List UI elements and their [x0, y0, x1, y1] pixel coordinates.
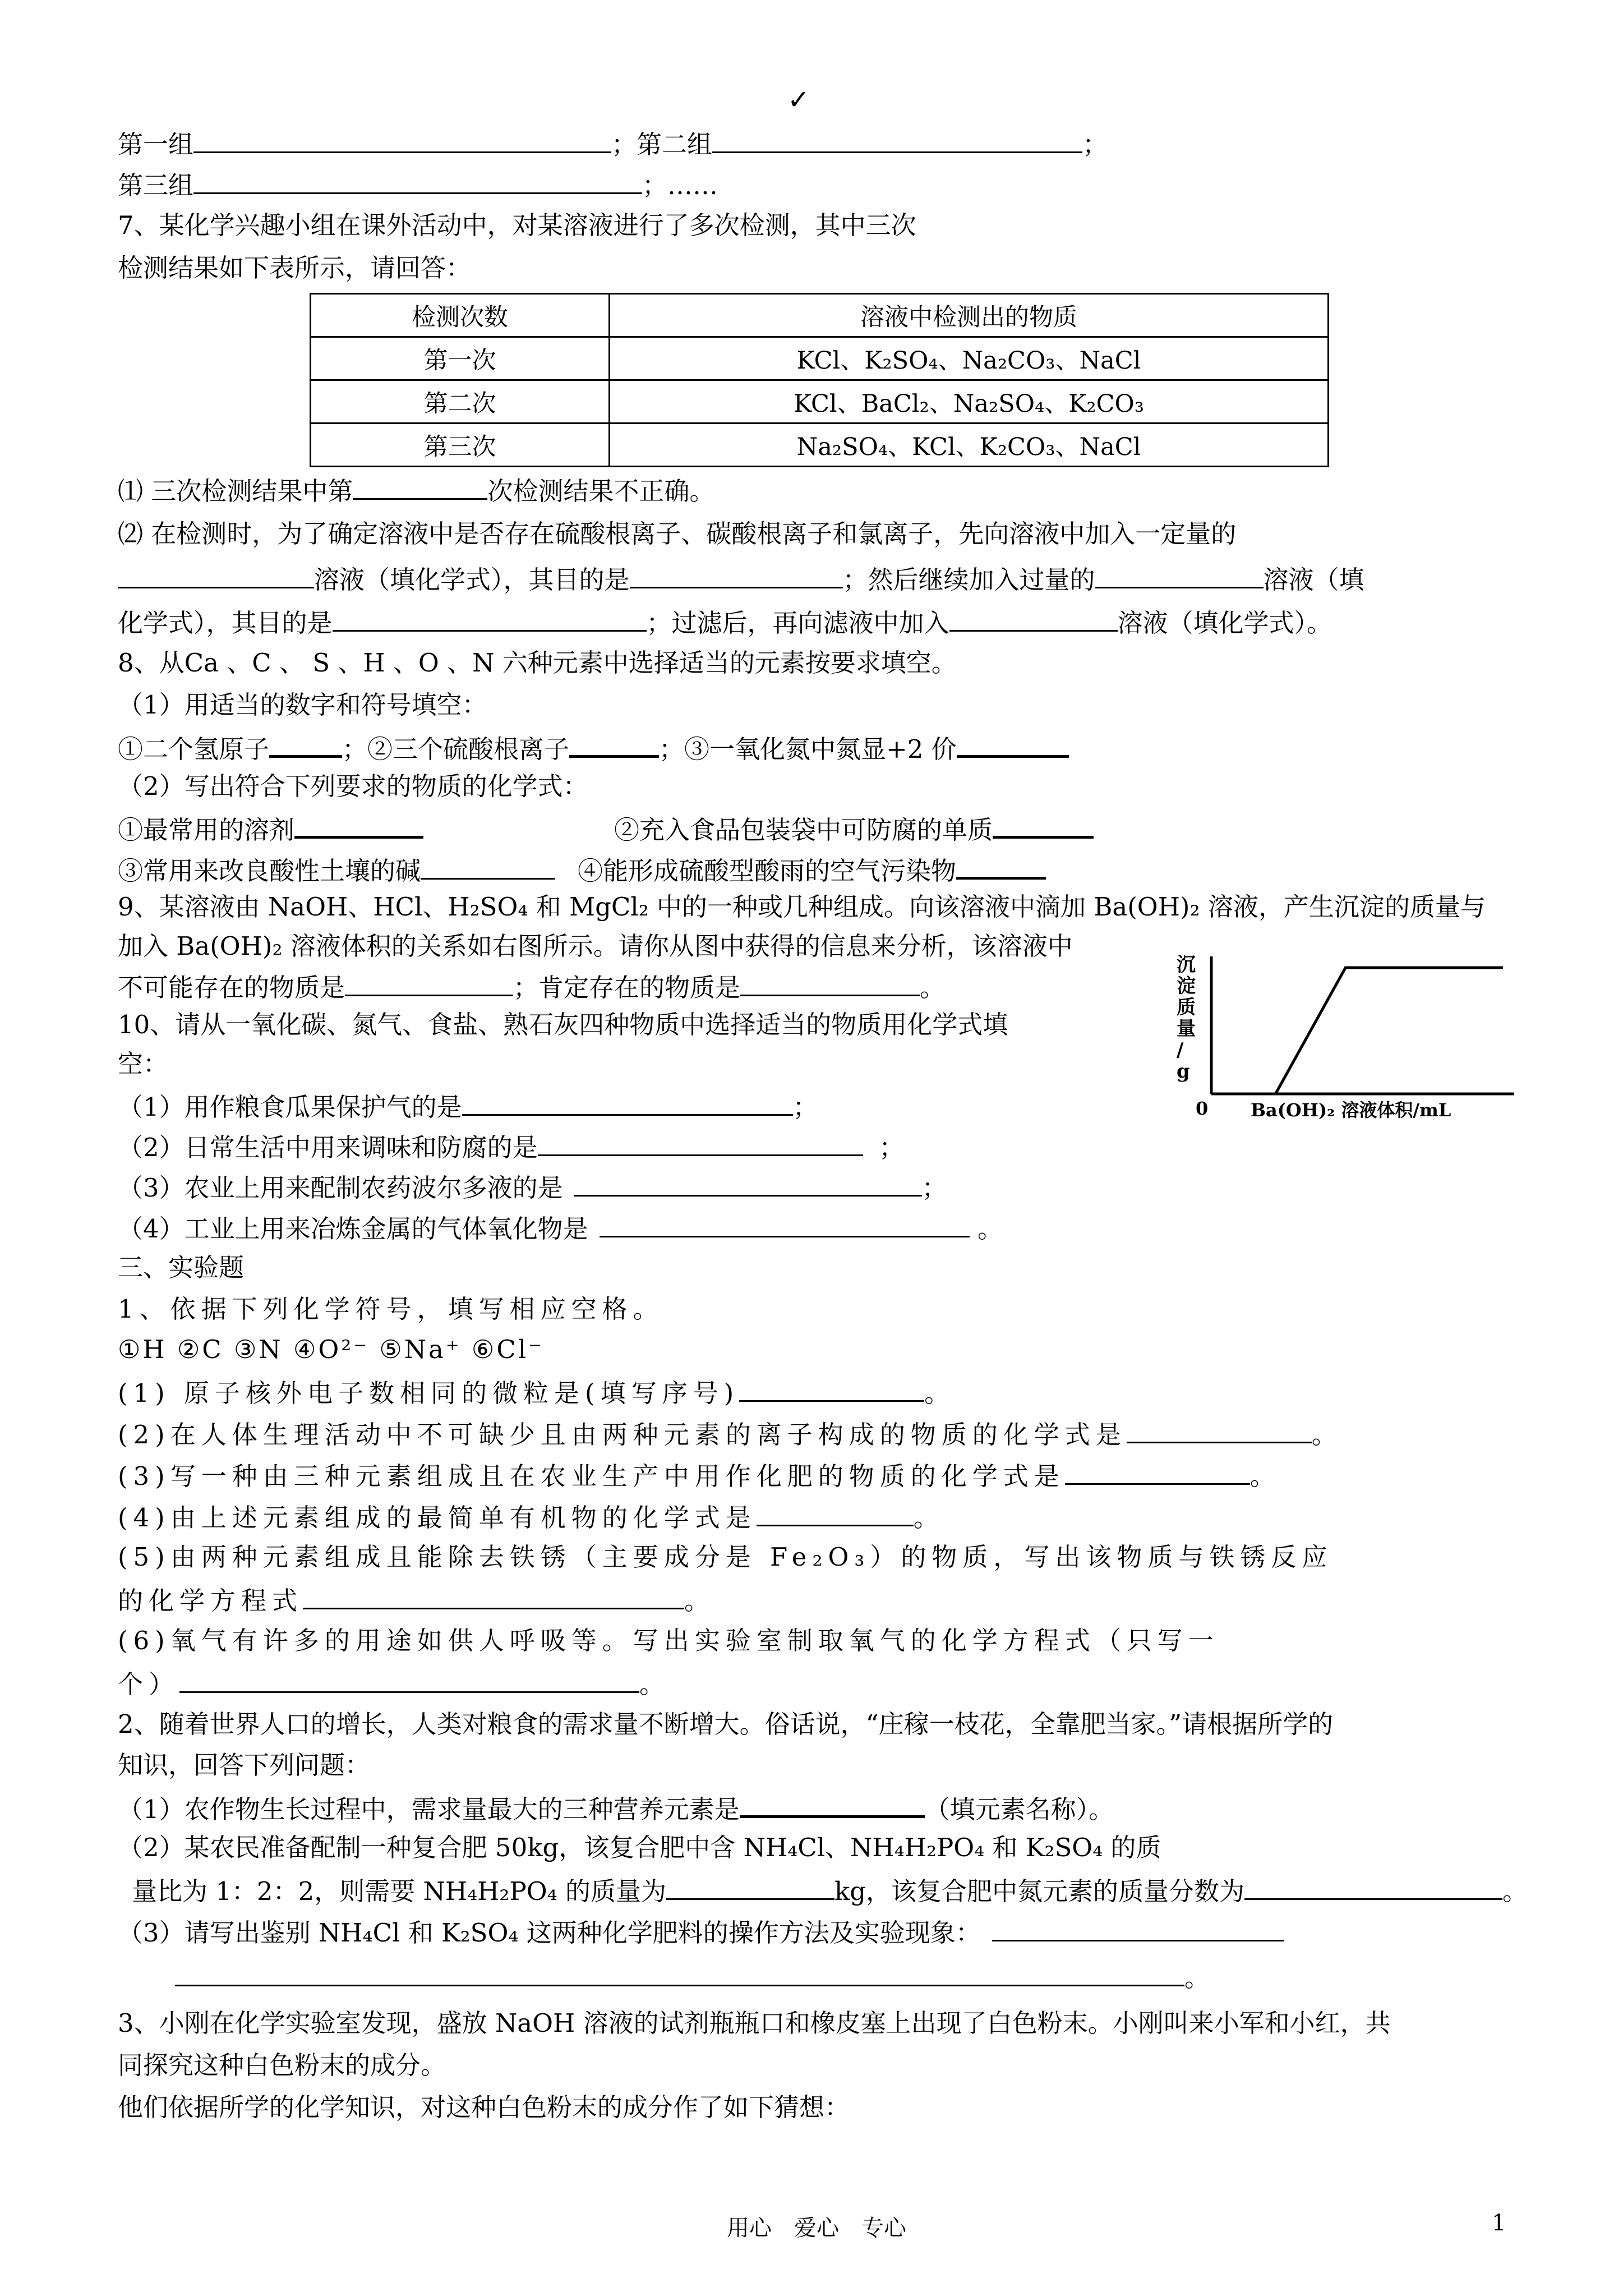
e1-sub-5-line-1: (5)由两种元素组成且能除去铁锈（主要成分是 Fe₂O₃）的物质，写出该物质与铁锈反应: [118, 1542, 1333, 1572]
blank[interactable]: [740, 968, 920, 996]
blank[interactable]: [353, 471, 487, 500]
e1-sub-6-line-1: (6)氧气有许多的用途如供人呼吸等。写出实验室制取氧气的化学方程式（只写一: [118, 1626, 1219, 1655]
e3-line-3: 他们依据所学的化学知识，对这种白色粉末的成分作了如下猜想：: [118, 2092, 850, 2122]
blank[interactable]: [957, 728, 1069, 758]
chart-ylabel: [1177, 954, 1196, 1083]
e2-line-6: （3）请写出鉴别 NH₄Cl 和 K₂SO₄ 这两种化学肥料的操作方法及实验现象：: [118, 1913, 1284, 1951]
blank[interactable]: [1095, 560, 1264, 588]
table-row: [311, 380, 1329, 424]
table-cell: 第一次: [311, 337, 610, 380]
blank[interactable]: [949, 603, 1118, 632]
e2-line-3: （1）农作物生长过程中，需求量最大的三种营养元素是 （填元素名称）。: [118, 1788, 1114, 1828]
e2-line-1: 2、随着世界人口的增长，人类对粮食的需求量不断增大。俗话说，“庄稼一枝花，全靠肥当家。”请根据所学的: [118, 1709, 1334, 1739]
q8-line-2: （1）用适当的数字和符号填空：: [118, 690, 487, 720]
chart-xlabel: Ba(OH)₂ 溶液体积/mL: [1251, 1099, 1451, 1121]
e1-sub-2: (2)在人体生理活动中不可缺少且由两种元素的离子构成的物质的化学式是 。: [118, 1415, 1343, 1453]
blank[interactable]: [345, 968, 513, 996]
ylabel-char: 质: [1177, 996, 1196, 1019]
blank[interactable]: [666, 1871, 834, 1900]
precipitate-chart: [1166, 945, 1525, 1125]
blank[interactable]: [118, 560, 314, 588]
e1-sub-4: (4)由上述元素组成的最简单有机物的化学式是 。: [118, 1498, 944, 1536]
series-line: [1211, 968, 1503, 1094]
q10-line-1: 10、请从一氧化碳、氮气、食盐、熟石灰四种物质中选择适当的物质用化学式填: [118, 1010, 1008, 1039]
ylabel-char: 沉: [1177, 954, 1196, 976]
q8-line-1: 8、从Ca 、C 、 S 、H 、O 、N 六种元素中选择适当的元素按要求填空。: [118, 648, 957, 678]
table-cell: Na₂SO₄、KCl、K₂CO₃、NaCl: [610, 424, 1329, 467]
group-line-1: 第一组 ；第二组 ；: [118, 125, 1108, 163]
blank[interactable]: [757, 1498, 914, 1526]
blank[interactable]: [956, 850, 1046, 880]
table-cell: 第三次: [311, 424, 610, 467]
e1-sub-6-line-2: 个） 。: [118, 1664, 670, 1703]
e1-symbols: ①H ②C ③N ④O²⁻ ⑤Na⁺ ⑥Cl⁻: [118, 1335, 544, 1364]
ylabel-char: 量: [1177, 1018, 1196, 1040]
blank[interactable]: [630, 560, 843, 588]
q7-line-1: 7、某化学兴趣小组在课外活动中，对某溶液进行了多次检测，其中三次: [118, 210, 916, 240]
table-header-row: [311, 294, 1329, 337]
footer-motto: 用心 爱心 专心: [727, 2215, 906, 2241]
chart-origin-label: 0: [1196, 1098, 1209, 1119]
blank[interactable]: [992, 1913, 1284, 1941]
q7-sub-1: ⑴ 三次检测结果中第 次检测结果不正确。: [118, 471, 714, 509]
q10-line-4: （2）日常生活中用来调味和防腐的是 ；: [118, 1128, 904, 1166]
blank[interactable]: [175, 1958, 1184, 1986]
e1-line-1: 1、依据下列化学符号，填写相应空格。: [118, 1294, 664, 1324]
q10-line-6: （4）工业上用来冶炼金属的气体氧化物是 。: [118, 1209, 1003, 1247]
blank[interactable]: [303, 1581, 684, 1609]
ylabel-char: /: [1177, 1039, 1184, 1061]
blank[interactable]: [712, 125, 1082, 153]
blank[interactable]: [294, 809, 423, 839]
table-header: 检测次数: [311, 294, 610, 337]
blank[interactable]: [1127, 1415, 1312, 1443]
blank[interactable]: [269, 728, 342, 758]
blank[interactable]: [421, 851, 555, 880]
q10-line-5: （3）农业上用来配制农药波尔多液的是 ；: [118, 1168, 947, 1206]
blank[interactable]: [193, 165, 642, 194]
blank[interactable]: [538, 1128, 863, 1156]
q10-line-2: 空：: [118, 1049, 169, 1079]
table-cell: 第二次: [311, 380, 610, 424]
blank[interactable]: [740, 1788, 925, 1818]
blank[interactable]: [462, 1087, 793, 1116]
e1-sub-5-line-2: 的化学方程式 。: [118, 1581, 715, 1619]
e3-line-1: 3、小刚在化学实验室发现，盛放 NaOH 溶液的试剂瓶瓶口和橡皮塞上出现了白色粉末。小刚叫来小军和小红，共: [118, 2008, 1391, 2038]
section-heading: 三、实验题: [118, 1253, 245, 1282]
q8-line-5: ①最常用的溶剂 ②充入食品包装袋中可防腐的单质: [118, 809, 1094, 848]
group-line-2: 第三组 ；……: [118, 165, 718, 204]
q8-line-3: ①二个氢原子 ；②三个硫酸根离子 ；③一氧化氮中氮显+2 价: [118, 728, 1069, 767]
page-number: 1: [1492, 2210, 1506, 2236]
table-header: 溶液中检测出的物质: [610, 294, 1329, 337]
blank[interactable]: [600, 1209, 970, 1237]
table-row: [311, 337, 1329, 380]
q7-sub-2-line-2: 溶液（填化学式），其目的是 ；然后继续加入过量的 溶液（填: [118, 560, 1364, 598]
ylabel-char: g: [1177, 1060, 1190, 1083]
blank[interactable]: [569, 728, 659, 758]
e2-line-4: （2）某农民准备配制一种复合肥 50kg，该复合肥中含 NH₄Cl、NH₄H₂PO₄ 和 K₂SO₄ 的质: [118, 1833, 1161, 1862]
e3-line-2: 同探究这种白色粉末的成分。: [118, 2050, 446, 2080]
blank[interactable]: [333, 603, 647, 632]
blank[interactable]: [574, 1168, 922, 1197]
table-cell: KCl、K₂SO₄、Na₂CO₃、NaCl: [610, 337, 1329, 380]
ylabel-char: 淀: [1177, 975, 1196, 997]
svg-text:沉淀质量/g: [1177, 954, 1196, 1083]
q9-line-3: 不可能存在的物质是 ；肯定存在的物质是 。: [118, 968, 945, 1006]
blank[interactable]: [193, 125, 611, 153]
q7-sub-2-line-3: 化学式），其目的是 ；过滤后，再向滤液中加入 溶液（填化学式）。: [118, 603, 1332, 641]
table-row: [311, 424, 1329, 467]
e2-line-2: 知识，回答下列问题：: [118, 1750, 371, 1780]
q8-line-4: （2）写出符合下列要求的物质的化学式：: [118, 771, 588, 801]
e1-sub-1: (1) 原子核外电子数相同的微粒是(填写序号) 。: [118, 1373, 955, 1411]
e2-line-7: 。: [175, 1958, 1210, 1996]
e2-line-5: 量比为 1：2：2，则需要 NH₄H₂PO₄ 的质量为 kg，该复合肥中氮元素的质量分数为 。: [132, 1871, 1528, 1910]
blank[interactable]: [179, 1664, 639, 1693]
q8-line-6: ③常用来改良酸性土壤的碱 ④能形成硫酸型酸雨的空气污染物: [118, 850, 1046, 889]
q10-line-3: （1）用作粮食瓜果保护气的是 ；: [118, 1087, 818, 1125]
q9-line-1: 9、某溶液由 NaOH、HCl、H₂SO₄ 和 MgCl₂ 中的一种或几种组成。向该溶液中滴加 Ba(OH)₂ 溶液，产生沉淀的质量与: [118, 892, 1486, 922]
q7-line-2: 检测结果如下表所示，请回答：: [118, 253, 472, 283]
top-mark: ✓: [787, 84, 810, 116]
detection-table: [310, 293, 1329, 467]
blank[interactable]: [1065, 1456, 1250, 1485]
q7-sub-2-line-1: ⑵ 在检测时，为了确定溶液中是否存在硫酸根离子、碳酸根离子和氯离子，先向溶液中加入一定量的: [118, 519, 1237, 549]
q9-line-2: 加入 Ba(OH)₂ 溶液体积的关系如右图所示。请你从图中获得的信息来分析，该溶液中: [118, 931, 1073, 961]
e1-sub-3: (3)写一种由三种元素组成且在农业生产中用作化肥的物质的化学式是 。: [118, 1456, 1281, 1494]
blank[interactable]: [1244, 1871, 1502, 1900]
blank[interactable]: [993, 809, 1094, 839]
blank[interactable]: [739, 1373, 924, 1402]
table-cell: KCl、BaCl₂、Na₂SO₄、K₂CO₃: [610, 380, 1329, 424]
